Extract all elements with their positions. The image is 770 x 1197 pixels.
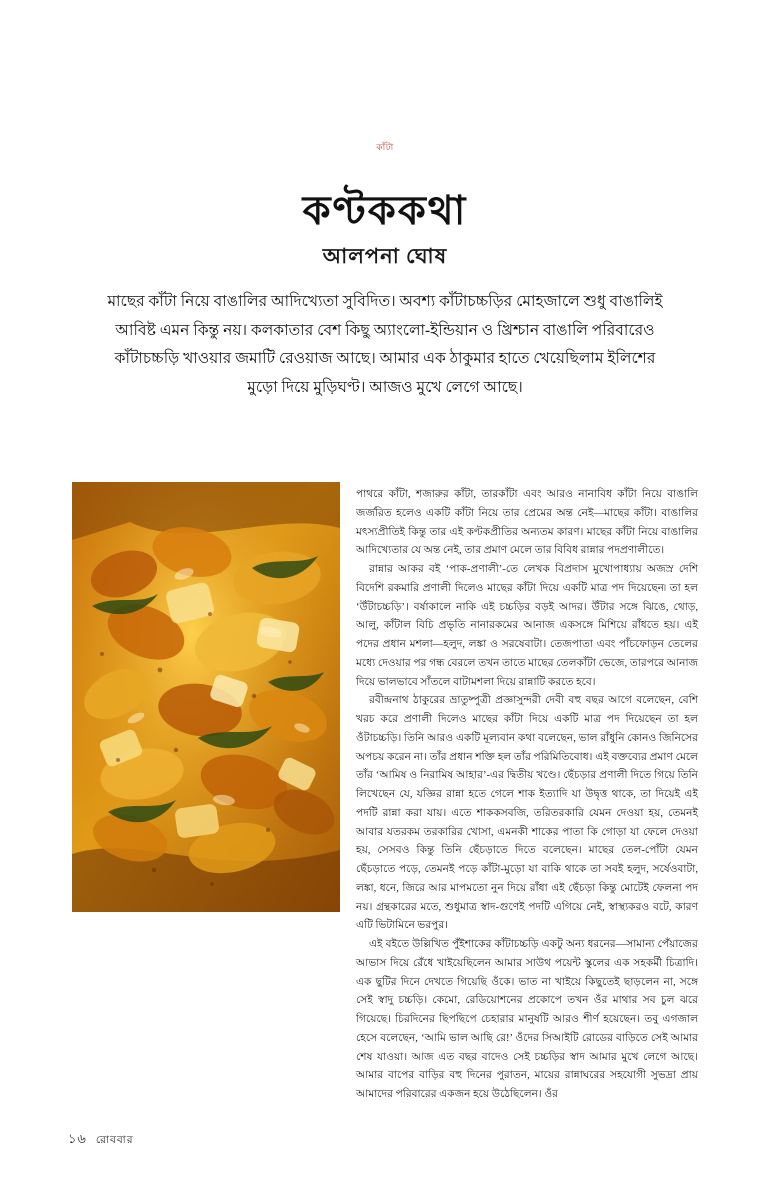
standfirst-text: মাছের কাঁটা নিয়ে বাঙালির আদিখ্যেতা সুবিদিত। অবশ্য কাঁটাচচ্চড়ির মোহজালে শুধু বাঙালিই আবিষ্ট এমন কিন্তু নয়। কলকাতার বেশ কিছু অ্যাংলো-ইন্ডিয়ান ও খ্রিশ্চান বাঙালি পরিবারেও কাঁটাচচ্চড়ি খাওয়ার জমাটি রেওয়াজ আছে। আমার এক ঠাকুমার হাতে খেয়েছিলাম ইলিশের মুড়ো দিয়ে মুড়িঘণ্ট। আজও মুখে লেগে আছে।	[107, 293, 663, 397]
fish-bone-chorchori-dish-photo	[72, 482, 340, 912]
body-paragraph: পাথরে কাঁটা, শজারুর কাঁটা, তারকাঁটা এবং আরও নানাবিধ কাঁটা নিয়ে বাঙালি জর্জরিত হলেও একটি কাঁটা নিয়ে তার প্রেমের অন্ত নেই—মাছের কাঁটা। বাঙালির মৎস্যপ্রীতিই কিন্তু তার এই কণ্টকপ্রীতির অন্যতম কারণ। মাছের কাঁটা নিয়ে বাঙালির আদিখ্যেতার যে অন্ত নেই, তার প্রমাণ মেলে তার বিবিধ রান্নার পদপ্রণালীতে।	[356, 489, 698, 557]
page-number: ১৬	[68, 1131, 87, 1146]
body-paragraph: রান্নার আকর বই ‘পাক-প্রণালী’-তে লেখক বিপ্রদাস মুখোপাধ্যায় অজস্র দেশি বিদেশি রকমারি প্রণালী দিলেও মাছের কাঁটা দিয়ে একটি মাত্র পদ দিয়েছেন৷ তা হল ‘উঁটাচচ্চড়ি’। বর্ষাকালে নাকি এই চচ্চড়ির বড়ই আদর। উঁটার সঙ্গে ঝিঙে, থোড়, আলু, কাঁটাল বিচি প্রভৃতি নানারকমের আনাজ একসঙ্গে মিশিয়ে রাঁধতে হয়। এই পদের প্রধান মশলা—হলুদ, লঙ্কা ও সরষেবাটা। তেজপাতা এবং পাঁচফোড়ন তেলের মধ্যে দেওয়ার পর গন্ধ বেরলে তখন তাতে মাছের তেলকাঁটা ভেজে, তারপরে আনাজ দিয়ে ভালভাবে সাঁতলে বাটামশলা দিয়ে রান্নাটি করতে হবে।	[356, 564, 698, 688]
masthead-label: রোববার	[95, 1135, 134, 1146]
page-title: কণ্টককথা	[302, 187, 468, 233]
article-body	[356, 486, 698, 1105]
author-byline: আলপনা ঘোষ	[322, 244, 448, 268]
page-footer	[68, 1130, 133, 1151]
body-paragraph: রবীন্দ্রনাথ ঠাকুরের ভ্রাতুষ্পুত্রী প্রজ্ঞাসুন্দরী দেবী বহু বছর আগে বলেছেন, বেশি খরচ করে প্রণালী দিলেও মাছের কাঁটা দিয়ে একটি মাত্র পদ দিয়েছেন তা হল ওঁটাচচ্চড়ি। তিনি আরও একটি মূল্যবান কথা বলেছেন, ভাল রাঁধুনি কোনও জিনিসের অপচয় করেন না। তাঁর প্রধান শক্তি হল তাঁর পরিমিতিবোধ। এই বক্তব্যের প্রমাণ মেলে তাঁর ‘আমিষ ও নিরামিষ আহার’-এর দ্বিতীয় খণ্ডে। ছেঁচড়ার প্রণালী দিতে গিয়ে তিনি লিখেছেন যে, যজ্ঞির রান্না হতে গেলে শাক ইত্যাদি যা উদ্বৃত্ত থাকে, তা দিয়েই এই পদটি রান্না করা যায়। এতে শাককসবজি, তরিতরকারি যেমন দেওয়া হয়, তেমনই আবার যতরকম তরকারির খোসা, এমনকী শাকের পাতা কি গোড়া যা ফেলে দেওয়া হয়, সেসবও কিন্তু তিনি ছেঁচড়াতে দিতে বলেছেন। মাছের তেল-পোঁটা যেমন ছেঁচড়াতে পড়ে, তেমনই পড়ে কাঁটা-মুড়ো যা বাকি থাকে তা সবই হলুদ, সর্ষেওবাটা, লঙ্কা, ধনে, জিরে আর মাপমতো নুন দিয়ে রাঁধা এই ছেঁচড়া কিন্তু মোটেই ফেলনা পদ নয়। গ্রন্থকারের মতে, শুধুমাত্র স্বাদ-গুণেই পদটি এগিয়ে নেই, স্বাস্থ্যকরও বটে, কারণ এটি ভিটামিনে ভরপুর।	[356, 695, 698, 932]
kicker-label: কাঁটা	[376, 142, 394, 152]
body-paragraph: এই বইতে উল্লিখিত পুঁইশাকের কাঁটাচচ্চড়ি একটু অন্য ধরনের—সামান্য পেঁয়াজের আভাস দিয়ে রেঁধে খাইয়েছিলেন আমার সাউথ পয়েন্ট স্কুলের এক সহকর্মী চিত্রাদি। এক ছুটির দিনে দেখতে গিয়েছি ওঁকে। ভাত না খাইয়ে কিছুতেই ছাড়লেন না, সঙ্গে সেই স্বাদু চচ্চড়ি। কেমো, রেডিয়োশনের প্রকোপে তখন ওঁর মাথার সব চুল ঝরে গিয়েছে। চিরদিনের ছিপছিপে চেহারার মানুষটি আরও শীর্ণ হয়েছেন। তবু এগজাল হেসে বলেছেন, ‘আমি ভাল আছি রে!’ ওঁদের সিআইটি রোডের বাড়িতে সেই আমার শেষ যাওয়া। আজ এত বছর বাদেও সেই চচ্চড়ির স্বাদ আমার মুখে লেগে আছে। আমার বাপের বাড়ির বহু দিনের পুরাতন, মায়ের রান্নাঘরের সহযোগী সুভদ্রা প্রায় আমাদের পরিবারের একজন হয়ে উঠেছিলেন। ওঁর	[356, 939, 698, 1100]
